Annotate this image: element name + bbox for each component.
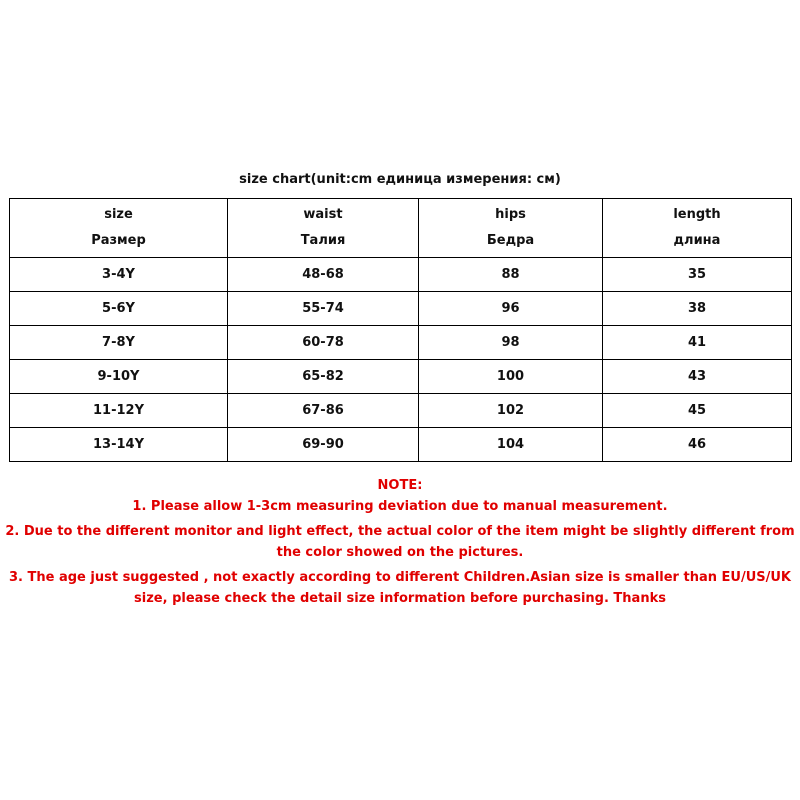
cell-hips: 88 — [419, 258, 603, 292]
header-waist — [228, 199, 419, 258]
cell-waist: 55-74 — [228, 292, 419, 326]
header-size-ru: Размер — [91, 233, 146, 248]
size-chart-title: size chart(unit:cm единица измерения: см) — [239, 172, 561, 187]
cell-size: 9-10Y — [10, 360, 228, 394]
header-length-en: length — [673, 207, 721, 222]
header-hips — [419, 199, 603, 258]
header-size-en: size — [104, 207, 133, 222]
cell-waist: 65-82 — [228, 360, 419, 394]
table-row — [10, 292, 792, 326]
header-hips-ru: Бедра — [486, 233, 535, 248]
header-hips-en: hips — [495, 207, 526, 222]
cell-length: 38 — [603, 292, 792, 326]
cell-hips: 104 — [419, 428, 603, 462]
cell-size: 5-6Y — [10, 292, 228, 326]
table-row — [10, 428, 792, 462]
cell-hips: 98 — [419, 326, 603, 360]
header-size — [10, 199, 228, 258]
table-row — [10, 326, 792, 360]
cell-hips: 100 — [419, 360, 603, 394]
cell-length: 43 — [603, 360, 792, 394]
cell-waist: 69-90 — [228, 428, 419, 462]
table-row — [10, 394, 792, 428]
cell-waist: 67-86 — [228, 394, 419, 428]
cell-size: 7-8Y — [10, 326, 228, 360]
header-waist-ru: Талия — [300, 233, 346, 248]
notes-section — [0, 475, 800, 613]
cell-hips: 96 — [419, 292, 603, 326]
cell-waist: 48-68 — [228, 258, 419, 292]
cell-size: 13-14Y — [10, 428, 228, 462]
cell-hips: 102 — [419, 394, 603, 428]
cell-length: 46 — [603, 428, 792, 462]
note-title: NOTE: — [377, 478, 423, 493]
table-header-row — [10, 199, 792, 258]
table-row — [10, 258, 792, 292]
note-item-3: 3. The age just suggested , not exactly according to different Children.Asian size is smaller than EU/US/UK size, please check the detail size information before purchasing. Thanks — [8, 570, 792, 606]
cell-length: 41 — [603, 326, 792, 360]
size-table — [9, 198, 792, 462]
header-length-ru: длина — [673, 233, 721, 248]
table-row — [10, 360, 792, 394]
header-length — [603, 199, 792, 258]
cell-size: 3-4Y — [10, 258, 228, 292]
cell-size: 11-12Y — [10, 394, 228, 428]
header-waist-en: waist — [303, 207, 343, 222]
cell-length: 45 — [603, 394, 792, 428]
note-item-2: 2. Due to the different monitor and light effect, the actual color of the item might be slightly different from the color showed on the pictures. — [5, 524, 795, 560]
cell-waist: 60-78 — [228, 326, 419, 360]
cell-length: 35 — [603, 258, 792, 292]
note-item-1: 1. Please allow 1-3cm measuring deviation due to manual measurement. — [132, 499, 668, 514]
